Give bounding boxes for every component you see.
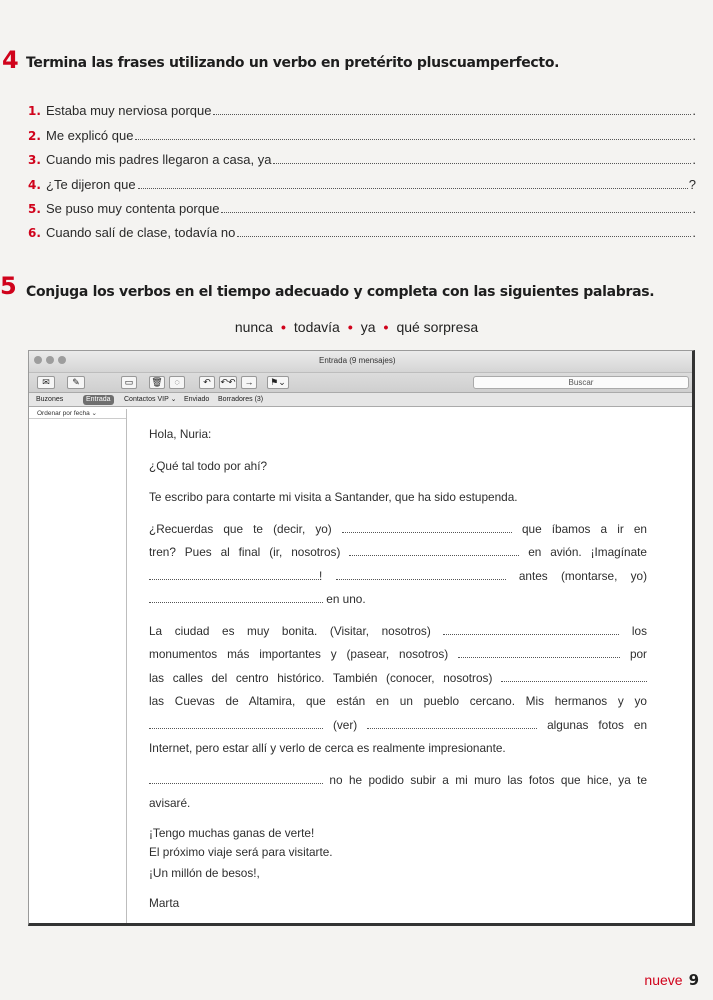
letter-line: ¡Tengo muchas ganas de verte! (149, 825, 315, 840)
item-end: . (692, 225, 696, 241)
exercise-4-items (28, 94, 696, 240)
item-end: . (692, 152, 696, 168)
item-text: Me explicó que (46, 127, 134, 143)
letter-text: (ver) (332, 717, 358, 732)
tab-buzones[interactable]: Buzones (36, 396, 64, 403)
answer-blank[interactable] (149, 774, 323, 784)
search-input[interactable]: Buscar (473, 376, 689, 389)
item-text: Se puso muy contenta porque (46, 200, 220, 216)
trash-icon[interactable]: 🗑 (149, 376, 165, 389)
list-item (28, 118, 696, 142)
letter-line (149, 620, 647, 644)
letter-line (149, 518, 647, 542)
compose-icon[interactable]: ✎ (67, 376, 85, 389)
reply-icon[interactable]: ↶ (199, 376, 215, 389)
item-number: 1. (28, 104, 41, 119)
letter-text: en uno. (326, 592, 366, 606)
answer-blank[interactable] (336, 570, 506, 580)
letter-text: antes (montarse, yo) (518, 568, 648, 583)
window-title: Entrada (9 mensajes) (319, 356, 396, 365)
tab-enviado[interactable]: Enviado (184, 396, 210, 403)
page-number-footer (644, 971, 699, 989)
junk-icon[interactable]: ◌ (169, 376, 185, 389)
answer-blank[interactable] (458, 648, 620, 658)
page-number: 9 (688, 971, 699, 989)
answer-blank[interactable] (149, 570, 319, 580)
exercise-4-instruction: Termina las frases utilizando un verbo en pretérito pluscuamperfecto. (26, 55, 560, 71)
item-end: . (692, 200, 696, 216)
letter-line (149, 667, 647, 691)
tab-contactos-vip[interactable]: Contactos VIP ⌄ (124, 396, 177, 403)
item-number: 4. (28, 177, 41, 192)
word-bank-item: nunca (234, 319, 273, 335)
word-bank-item: ya (360, 319, 376, 335)
exercise-5-number: 5 (0, 272, 17, 300)
flag-icon[interactable]: ⚑⌄ (267, 376, 289, 389)
item-end: ? (688, 176, 696, 192)
word-bank (0, 319, 713, 335)
letter-line (149, 565, 647, 589)
item-end: . (692, 103, 696, 119)
letter-line: las Cuevas de Altamira, que están en un pueblo cercano. Mis hermanos y yo (149, 694, 647, 708)
signature: Marta (149, 895, 180, 910)
word-bank-item: qué sorpresa (396, 319, 479, 335)
letter-text: monumentos más importantes y (pasear, nosotros) (149, 647, 449, 661)
mail-tabs (29, 393, 692, 407)
exercise-5-instruction: Conjuga los verbos en el tiempo adecuado y completa con las siguientes palabras. (26, 284, 655, 300)
answer-line[interactable] (237, 236, 691, 237)
item-text: Estaba muy nerviosa porque (46, 103, 212, 119)
letter-text: que íbamos a ir en (521, 521, 647, 536)
letter-text: los (631, 623, 648, 638)
letter-text: ¿Recuerdas que te (decir, yo) (149, 521, 332, 536)
page-word: nueve (644, 972, 683, 988)
letter-line: Te escribo para contarte mi visita a Santander, que ha sido estupenda. (149, 490, 518, 504)
answer-blank[interactable] (342, 523, 512, 533)
letter-text: por (629, 647, 647, 661)
message-list-sidebar (29, 409, 127, 923)
answer-line[interactable] (273, 163, 691, 164)
answer-blank[interactable] (443, 625, 619, 635)
answer-blank[interactable] (149, 719, 323, 729)
list-item (28, 216, 696, 240)
letter-text: ! (319, 568, 323, 583)
close-window-icon[interactable] (34, 356, 42, 364)
window-titlebar (29, 351, 692, 373)
letter-line (149, 541, 647, 565)
letter-text: La ciudad es muy bonita. (Visitar, nosotros) (149, 623, 431, 638)
envelope-icon[interactable]: ✉ (37, 376, 55, 389)
list-item (28, 167, 696, 191)
letter-text: tren? Pues al final (ir, nosotros) (149, 545, 341, 559)
bullet-separator: • (347, 319, 353, 335)
bullet-separator: • (280, 319, 286, 335)
exercise-4-number: 4 (2, 46, 19, 74)
bullet-separator: • (383, 319, 389, 335)
item-number: 6. (28, 226, 41, 241)
answer-line[interactable] (135, 139, 691, 140)
forward-icon[interactable]: → (241, 376, 257, 389)
letter-line: Internet, pero estar allí y verlo de cerca es realmente impresionante. (149, 741, 506, 755)
mail-toolbar (29, 373, 692, 393)
tab-entrada[interactable]: Entrada (83, 395, 114, 405)
answer-blank[interactable] (149, 593, 323, 603)
item-end: . (692, 127, 696, 143)
item-text: Cuando salí de clase, todavía no (46, 225, 236, 241)
letter-text: las calles del centro histórico. También (conocer, nosotros) (149, 670, 493, 685)
letter-line (149, 588, 647, 612)
letter-line: avisaré. (149, 796, 191, 810)
list-item (28, 192, 696, 216)
answer-line[interactable] (213, 114, 691, 115)
answer-blank[interactable] (367, 719, 537, 729)
letter-line (149, 714, 647, 738)
item-text: ¿Te dijeron que (46, 176, 136, 192)
letter-text: algunas fotos en (547, 717, 648, 732)
mail-window (28, 350, 695, 926)
sort-by-date-dropdown[interactable]: Ordenar por fecha ⌄ (29, 409, 126, 419)
minimize-window-icon[interactable] (46, 356, 54, 364)
answer-line[interactable] (221, 212, 691, 213)
letter-text: en avión. ¡Imagínate (528, 545, 647, 559)
list-item (28, 94, 696, 118)
letter-line (149, 769, 647, 793)
list-item (28, 143, 696, 167)
window-controls (34, 356, 66, 364)
greeting: Hola, Nuria: (149, 427, 212, 441)
item-text: Cuando mis padres llegaron a casa, ya (46, 152, 272, 168)
word-bank-item: todavía (293, 319, 340, 335)
letter-text: no he podido subir a mi muro las fotos que hice, ya te (329, 772, 648, 787)
answer-blank[interactable] (501, 672, 647, 682)
letter-line (149, 643, 647, 667)
answer-blank[interactable] (349, 546, 519, 556)
letter-line: ¡Un millón de besos!, (149, 865, 260, 880)
item-number: 5. (28, 201, 41, 216)
tab-borradores[interactable]: Borradores (3) (218, 396, 264, 403)
answer-line[interactable] (138, 188, 688, 189)
item-number: 3. (28, 153, 41, 168)
reply-all-icon[interactable]: ↶↶ (220, 377, 236, 387)
letter-line: ¿Qué tal todo por ahí? (149, 458, 268, 473)
archive-icon[interactable]: ▭ (121, 376, 137, 389)
email-body (149, 423, 647, 915)
letter-line: El próximo viaje será para visitarte. (149, 844, 333, 859)
item-number: 2. (28, 128, 41, 143)
zoom-window-icon[interactable] (58, 356, 66, 364)
